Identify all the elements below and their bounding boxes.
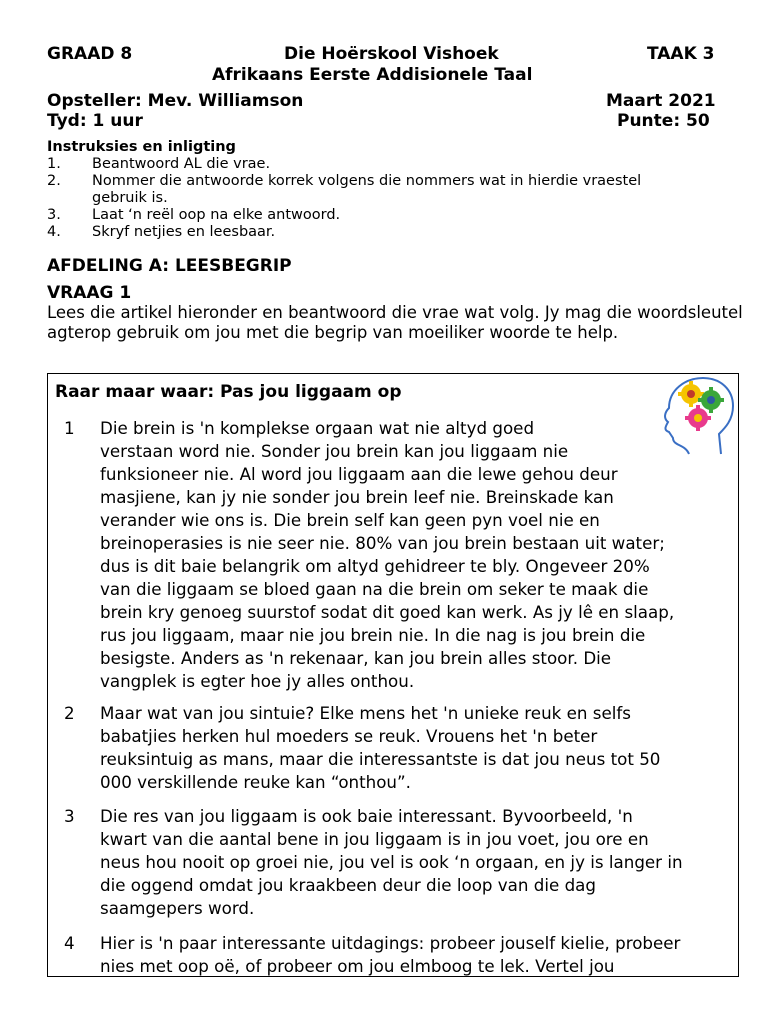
text-line: 000 verskillende reuke kan “onthou”. — [100, 772, 411, 792]
section-heading: AFDELING A: LEESBEGRIP — [47, 256, 292, 276]
paragraph-text — [100, 805, 736, 920]
task-label: TAAK 3 — [647, 44, 715, 64]
question-intro: Lees die artikel hieronder en beantwoord die vrae wat volg. Jy mag die woordsleutel agterop gebruik om jou met die begrip van moeiliker woorde te help. — [47, 303, 743, 342]
paragraph-text — [100, 417, 736, 693]
question-heading: VRAAG 1 — [47, 283, 132, 303]
text-line: Die brein is 'n komplekse orgaan wat nie altyd goed — [100, 418, 535, 438]
time-label: Tyd: 1 uur — [47, 111, 143, 131]
text-line: reuksintuig as mans, maar die interessantste is dat jou neus tot 50 — [100, 749, 661, 769]
text-line: Maar wat van jou sintuie? Elke mens het 'n unieke reuk en selfs — [100, 703, 631, 723]
instruction-text: Skryf netjies en leesbaar. — [92, 224, 276, 240]
instruction-number: 4. — [47, 224, 61, 240]
instructions-list — [47, 156, 727, 246]
text-line: nies met oop oë, of probeer om jou elmboog te lek. Vertel jou — [100, 956, 615, 976]
text-line: van die liggaam se bloed gaan na die brein om seker te maak die — [100, 579, 649, 599]
grade-label: GRAAD 8 — [47, 44, 133, 64]
text-line: breinoperasies is nie seer nie. 80% van jou brein bestaan uit water; — [100, 533, 665, 553]
instruction-text: Beantwoord AL die vrae. — [92, 156, 271, 172]
text-line: neus hou nooit op groei nie, jou vel is ook ‘n orgaan, en jy is langer in — [100, 852, 683, 872]
article-title: Raar maar waar: Pas jou liggaam op — [55, 382, 402, 402]
instruction-text: Laat ‘n reël oop na elke antwoord. — [92, 207, 341, 223]
instruction-text: Nommer die antwoorde korrek volgens die nommers wat in hierdie vraestel gebruik is. — [92, 173, 642, 206]
instruction-number: 3. — [47, 207, 61, 223]
paragraph-text — [100, 932, 736, 977]
paragraph-number: 1 — [64, 418, 75, 438]
text-line: vangplek is egter hoe jy alles onthou. — [100, 671, 415, 691]
text-line: die oggend omdat jou kraakbeen deur die loop van die dag — [100, 875, 596, 895]
text-line: besigste. Anders as 'n rekenaar, kan jou brein alles stoor. Die — [100, 648, 612, 668]
paragraph-text — [100, 702, 736, 794]
subject-title: Afrikaans Eerste Addisionele Taal — [212, 65, 533, 85]
paragraph-number: 2 — [64, 703, 75, 723]
text-line: kwart van die aantal bene in jou liggaam is in jou voet, jou ore en — [100, 829, 649, 849]
date-label: Maart 2021 — [606, 91, 716, 111]
text-line: dus is dit baie belangrik om altyd gehidreer te bly. Ongeveer 20% — [100, 556, 650, 576]
text-line: verander wie ons is. Die brein self kan geen pyn voel nie en — [100, 510, 600, 530]
text-line: Hier is 'n paar interessante uitdagings: probeer jouself kielie, probeer — [100, 933, 681, 953]
text-line: saamgepers word. — [100, 898, 255, 918]
instructions-title: Instruksies en inligting — [47, 139, 236, 155]
paragraph-number: 3 — [64, 806, 75, 826]
article-box — [47, 373, 739, 977]
text-line: brein kry genoeg suurstof sodat dit goed kan werk. As jy lê en slaap, — [100, 602, 675, 622]
instruction-number: 1. — [47, 156, 61, 172]
text-line: rus jou liggaam, maar nie jou brein nie. In die nag is jou brein die — [100, 625, 646, 645]
school-name: Die Hoërskool Vishoek — [284, 44, 499, 64]
marks-label: Punte: 50 — [617, 111, 710, 131]
text-line: Die res van jou liggaam is ook baie interessant. Byvoorbeeld, 'n — [100, 806, 633, 826]
author-label: Opsteller: Mev. Williamson — [47, 91, 304, 111]
paragraph-number: 4 — [64, 933, 75, 953]
text-line: babatjies herken hul moeders se reuk. Vrouens het 'n beter — [100, 726, 598, 746]
text-line: verstaan word nie. Sonder jou brein kan jou liggaam nie — [100, 441, 569, 461]
text-line: funksioneer nie. Al word jou liggaam aan die lewe gehou deur — [100, 464, 618, 484]
text-line: masjiene, kan jy nie sonder jou brein leef nie. Breinskade kan — [100, 487, 614, 507]
instruction-number: 2. — [47, 173, 61, 189]
